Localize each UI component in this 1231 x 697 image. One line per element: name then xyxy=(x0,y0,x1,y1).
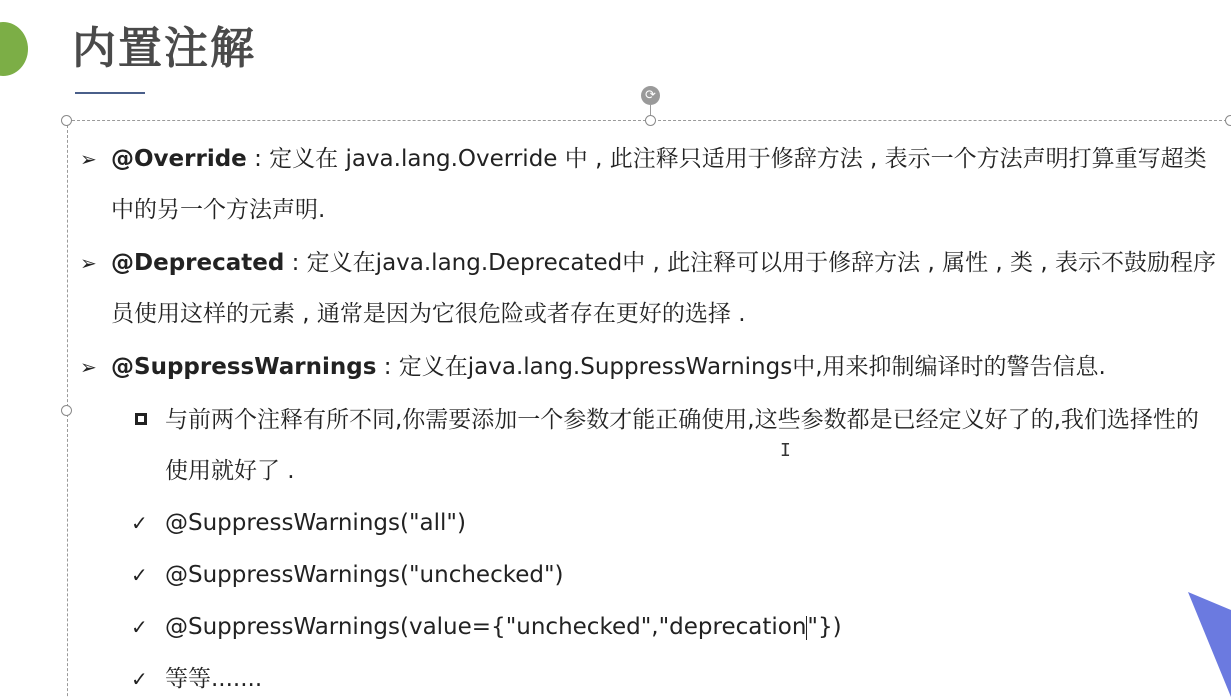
checkmark-icon: ✓ xyxy=(131,563,148,587)
resize-handle-middle-left[interactable] xyxy=(61,405,72,416)
resize-handle-top-left[interactable] xyxy=(61,115,72,126)
check-item-text-after-caret: "}) xyxy=(807,614,842,640)
resize-handle-top-center[interactable] xyxy=(645,115,656,126)
checkmark-icon: ✓ xyxy=(131,511,148,535)
title-underline xyxy=(75,92,145,94)
checkmark-icon: ✓ xyxy=(131,615,148,639)
check-item-text: 等等....... xyxy=(165,666,263,692)
slide-title[interactable]: 内置注解 xyxy=(72,23,256,74)
arrow-bullet-icon: ➢ xyxy=(80,251,97,275)
checkmark-icon: ✓ xyxy=(131,667,148,691)
annotation-name: @Deprecated xyxy=(111,250,285,276)
resize-handle-top-right[interactable] xyxy=(1225,115,1231,126)
annotation-name: @Override xyxy=(111,146,247,172)
check-item-all xyxy=(76,498,1216,549)
rotate-handle-icon[interactable]: ⟳ xyxy=(641,86,660,105)
arrow-bullet-icon: ➢ xyxy=(80,355,97,379)
annotation-description: : 定义在java.lang.Deprecated中 , 此注释可以用于修辞方法 , 属性 , 类 , 表示不鼓励程序员使用这样的元素 , 通常是因为它很危险或者存在更好的选择 . xyxy=(111,250,1216,327)
check-item-unchecked xyxy=(76,550,1216,601)
bullet-deprecated xyxy=(76,238,1216,340)
check-item-etc xyxy=(76,654,1216,697)
check-item-text: @SuppressWarnings("unchecked") xyxy=(165,562,564,588)
check-item-value-array xyxy=(76,602,1216,653)
corner-triangle-shape xyxy=(1188,592,1231,697)
textbox-content[interactable] xyxy=(76,134,1216,697)
annotation-name: @SuppressWarnings xyxy=(111,354,377,380)
ibeam-cursor-icon: I xyxy=(780,440,791,461)
accent-circle-decoration xyxy=(0,22,28,76)
arrow-bullet-icon: ➢ xyxy=(80,147,97,171)
annotation-description: : 定义在 java.lang.Override 中 , 此注释只适用于修辞方法 , 表示一个方法声明打算重写超类中的另一个方法声明. xyxy=(111,146,1207,223)
check-item-text: @SuppressWarnings("all") xyxy=(165,510,466,536)
corner-triangle-decoration xyxy=(1188,592,1231,697)
bullet-override xyxy=(76,134,1216,236)
square-bullet-icon xyxy=(135,413,147,425)
sub-bullet-text: 与前两个注释有所不同,你需要添加一个参数才能正确使用,这些参数都是已经定义好了的,我们选择性的使用就好了 . xyxy=(165,407,1199,484)
annotation-description: : 定义在java.lang.SuppressWarnings中,用来抑制编译时的警告信息. xyxy=(376,354,1106,380)
bullet-suppresswarnings xyxy=(76,342,1216,393)
sub-bullet-parameter-note xyxy=(76,395,1216,497)
check-item-text-before-caret: @SuppressWarnings(value={"unchecked","deprecation xyxy=(165,614,807,640)
